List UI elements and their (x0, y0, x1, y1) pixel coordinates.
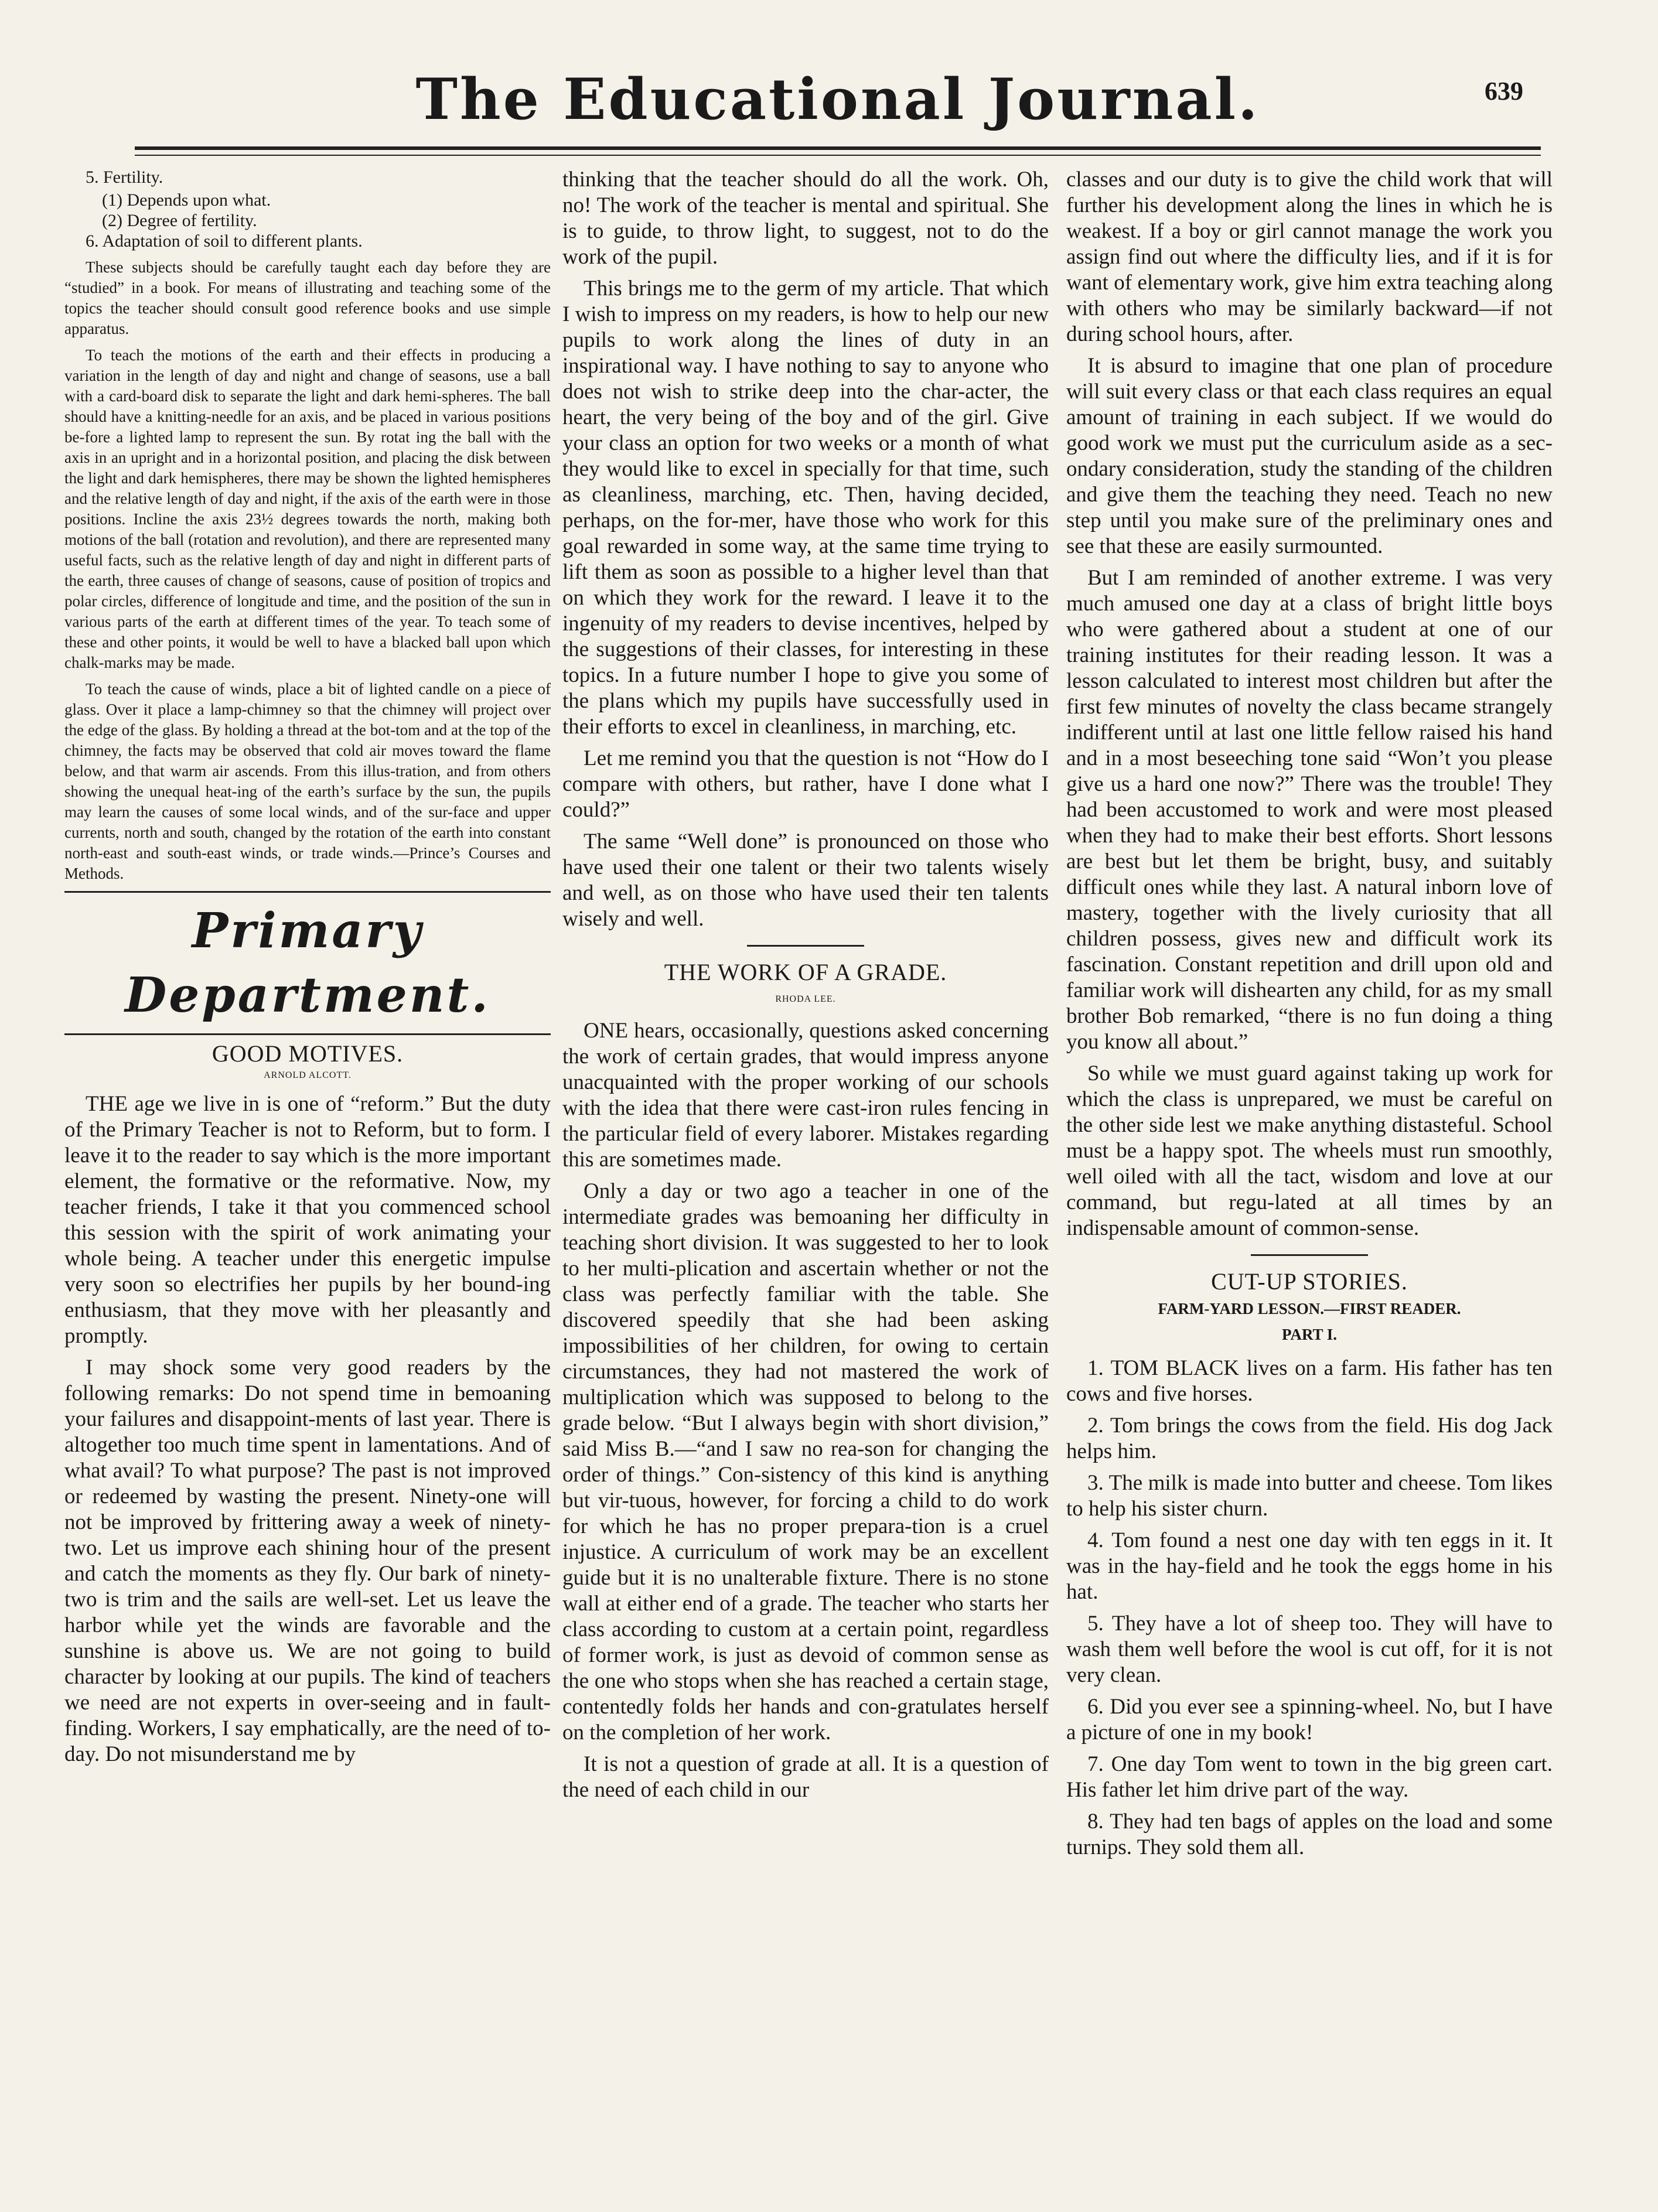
section-divider (747, 945, 864, 947)
paragraph: It is absurd to imagine that one plan of procedure will suit every class or that each class requires an equal amount of training in each subject. If we would do good work we must put the curriculum aside as a sec-ondary consideration, study the standing of the children and give them the teaching they need. Teach no new step until you make sure of the preliminary ones and see that these are easily surmounted. (1066, 354, 1553, 558)
list-item: 6. Adaptation of soil to different plants. (86, 231, 363, 251)
paragraph: This brings me to the germ of my article. That which I wish to impress on my readers, is how to help our new pupils to work along the lines of duty in an inspirational way. I have nothing to say to anyone who does not wish to strike deep into the char-acter, the heart, the very being of the boy and of the girl. Give your class an option for two weeks or a month of what they would like to excel in specially for that time, such as cleanliness, marching, etc. Then, having decided, perhaps, on the for-mer, have those who work for this goal rewarded in some way, at the same time trying to lift them as soon as possible to a higher level than that on which they work for the reward. I leave it to the ingenuity of my readers to devise incentives, helped by the suggestions of their classes, for interesting in these topics. In a future number I hope to give you some of the plans which my pupils have successfully used in their efforts to excel in cleanliness, in marching, etc. (562, 276, 1049, 739)
paragraph: thinking that the teacher should do all the work. Oh, no! The work of the teacher is mental and spiritual. She is to guide, to throw light, to suggest, not to do the work of the pupil. (562, 168, 1049, 269)
story-item: 7. One day Tom went to town in the big green cart. His father let him drive part of the way. (1066, 1752, 1553, 1802)
section-subtitle: FARM-YARD LESSON.—FIRST READER. (1158, 1300, 1461, 1317)
section-divider (1251, 1254, 1368, 1256)
primary-department-heading: Primary Department. (64, 891, 551, 1035)
story-item: 8. They had ten bags of apples on the load and some turnips. They sold them all. (1066, 1810, 1553, 1859)
masthead (135, 59, 1541, 146)
section-title: CUT-UP STORIES. (1211, 1268, 1408, 1295)
article-byline: ARNOLD ALCOTT. (264, 1070, 352, 1080)
list-item: (2) Degree of fertility. (102, 211, 257, 230)
section-part: PART I. (1281, 1326, 1338, 1343)
paragraph: Let me remind you that the question is not “How do I compare with others, but rather, have I done what I could?” (562, 746, 1049, 822)
paragraph: To teach the cause of winds, place a bit of lighted candle on a piece of glass. Over it place a lamp-chimney so that the chimney will project over the edge of the glass. By holding a thread at the bot-tom and at the top of the chimney, the facts may be observed that cold air moves toward the flame below, and that warm air ascends. From this illus-tration, and from others showing the unequal heat-ing of the earth’s surface by the sun, the pupils may learn the causes of some local winds, and of the sur-face and upper currents, north and south, changed by the rotation of the earth into constant north-east and south-east winds, or trade winds.—Prince’s Courses and Methods. (64, 680, 551, 882)
journal-title: The Educational Journal. (415, 66, 1260, 132)
article-title: THE WORK OF A GRADE. (664, 959, 947, 985)
paragraph: THE age we live in is one of “reform.” But the duty of the Primary Teacher is not to Reform, but to form. I leave it to the reader to say which is the more important element, the formative or the reformative. Now, my teacher friends, I take it that you commenced school this session with the spirit of work animating your whole being. A teacher under this energetic impulse very soon so electrifies her pupils by her bound-ing enthusiasm, that they move with her pleasantly and promptly. (64, 1092, 551, 1348)
article-title: GOOD MOTIVES. (211, 1040, 404, 1067)
paragraph: I may shock some very good readers by the following remarks: Do not spend time in bemoaning your failures and disappoint-ments of last year. There is altogether too much time spent in lamentations. And of what avail? To what purpose? The past is not improved or redeemed by wasting the present. Ninety-one will not be improved by frittering away a week of ninety-two. Let us improve each shining hour of the present and catch the moments as they fly. Our bark of ninety-two is trim and the sails are well-set. Let us leave the harbor while yet the winds are favorable and the sunshine is above us. We are not going to build character by looking at our pupils. The kind of teachers we need are not experts in over-seeing and in fault-finding. Workers, I say emphatically, are the need of to-day. Do not misunderstand me by (64, 1356, 551, 1766)
list-item: 5. Fertility. (86, 168, 163, 187)
column-1 (64, 167, 551, 1773)
column-2 (562, 167, 1049, 1809)
paragraph: ONE hears, occasionally, questions asked concerning the work of certain grades, that would impress anyone unacquainted with the proper working of our schools with the idea that there were cast-iron rules fencing in the particular field of every laborer. Mistakes regarding this are sometimes made. (562, 1019, 1049, 1172)
paragraph: It is not a question of grade at all. It is a question of the need of each child in our (562, 1752, 1049, 1802)
paragraph: These subjects should be carefully taught each day before they are “studied” in a book. For means of illustrating and teaching some of the topics the teacher should consult good reference books and use simple apparatus. (64, 258, 551, 337)
story-item: 5. They have a lot of sheep too. They will have to wash them well before the wool is cut off, for it is not very clean. (1066, 1612, 1553, 1687)
paragraph: Only a day or two ago a teacher in one of the intermediate grades was bemoaning her difficulty in teaching short division. It was suggested to her to look to her multi-plication and ascertain whether or not the class was perfectly familiar with the table. She discovered speedily that she had been asking impossibilities of her children, for owing to certain circumstances, they had not mastered the work of multiplication which was supposed to belong to the grade below. “But I always begin with short division,” said Miss B.—“and I saw no rea-son for changing the order of things.” Con-sistency of this kind is anything but vir-tuous, however, for forcing a child to do work for which he has no proper prepara-tion is a cruel injustice. A curriculum of work may be an excellent guide but it is no unalterable fixture. There is no stone wall at either end of a grade. The teacher who starts her class according to custom at a certain point, regardless of former work, is just as devoid of common sense as the one who stops when she has reached a certain stage, contentedly folds her hands and con-gratulates herself on the completion of her work. (562, 1179, 1049, 1745)
article-byline: RHODA LEE. (775, 994, 836, 1004)
page-number: 639 (1485, 77, 1523, 105)
column-3 (1066, 167, 1553, 1866)
story-item: 3. The milk is made into butter and cheese. Tom likes to help his sister churn. (1066, 1471, 1553, 1521)
story-item: 4. Tom found a nest one day with ten eggs in it. It was in the hay-field and he took the eggs home in his hat. (1066, 1528, 1553, 1604)
paragraph: So while we must guard against taking up work for which the class is unprepared, we must be careful on the other side lest we make anything distasteful. School must be a happy spot. The wheels must run smoothly, well oiled with all the tact, wisdom and love at our command, but regu-lated at all times by an indispensable amount of common-sense. (1066, 1061, 1553, 1240)
story-item: 2. Tom brings the cows from the field. His dog Jack helps him. (1066, 1414, 1553, 1463)
paragraph: To teach the motions of the earth and their effects in producing a variation in the length of day and night and change of seasons, use a ball with a card-board disk to separate the light and dark hemi-spheres. The ball should have a knitting-needle for an axis, and be placed in various positions be-fore a lighted lamp to represent the sun. By rotat ing the ball with the axis in an upright and in a horizontal position, and placing the disk between the light and dark hemispheres, there may be shown the lighted hemispheres and the relative length of day and night, if the axis of the earth were in those positions. Incline the axis 23½ degrees towards the north, making both motions of the ball (rotation and revolution), and there are represented many useful facts, such as the relative length of day and night in different parts of the earth, three causes of change of seasons, cause of position of tropics and polar circles, difference of longitude and time, and the position of the sun in various parts of the earth at different times of the year. To teach some of these and other points, it would be well to have a blacked ball upon which chalk-marks may be made. (64, 346, 551, 671)
header-rule (135, 146, 1541, 150)
header-rule-thin (135, 155, 1541, 156)
list-item: (1) Depends upon what. (102, 190, 271, 210)
paragraph: classes and our duty is to give the child work that will further his development along the lines in which he is weakest. If a boy or girl cannot manage the work you assign find out where the difficulty lies, and if it is for want of elementary work, give him extra teaching along with others who may be similarly backward—if not during school hours, after. (1066, 168, 1553, 346)
paragraph: But I am reminded of another extreme. I was very much amused one day at a class of bright little boys who were gathered about a student at one of our training institutes for their reading lesson. It was a lesson calculated to interest most children but after the first few minutes of novelty the class became strangely indifferent until at last one little fellow raised his hand and in a most beseeching tone said “Won’t you please give us a hard one now?” There was the trouble! They had been accustomed to work and were most pleased when they had to make their best efforts. Short lessons are best but let them be bright, busy, and suitably difficult ones while they last. A natural inborn love of mastery, together with the lively curiosity that all children possess, gives new and difficult work its fascination. Constant repetition and drill upon old and familiar work will dishearten any child, for as my small brother Bob remarked, “there is no fun doing a thing you know all about.” (1066, 566, 1553, 1054)
story-item: 1. TOM BLACK lives on a farm. His father has ten cows and five horses. (1066, 1356, 1553, 1406)
paragraph: The same “Well done” is pronounced on those who have used their one talent or their two talents wisely and well, as on those who have used their ten talents wisely and well. (562, 830, 1049, 931)
story-item: 6. Did you ever see a spinning-wheel. No, but I have a picture of one in my book! (1066, 1695, 1553, 1745)
